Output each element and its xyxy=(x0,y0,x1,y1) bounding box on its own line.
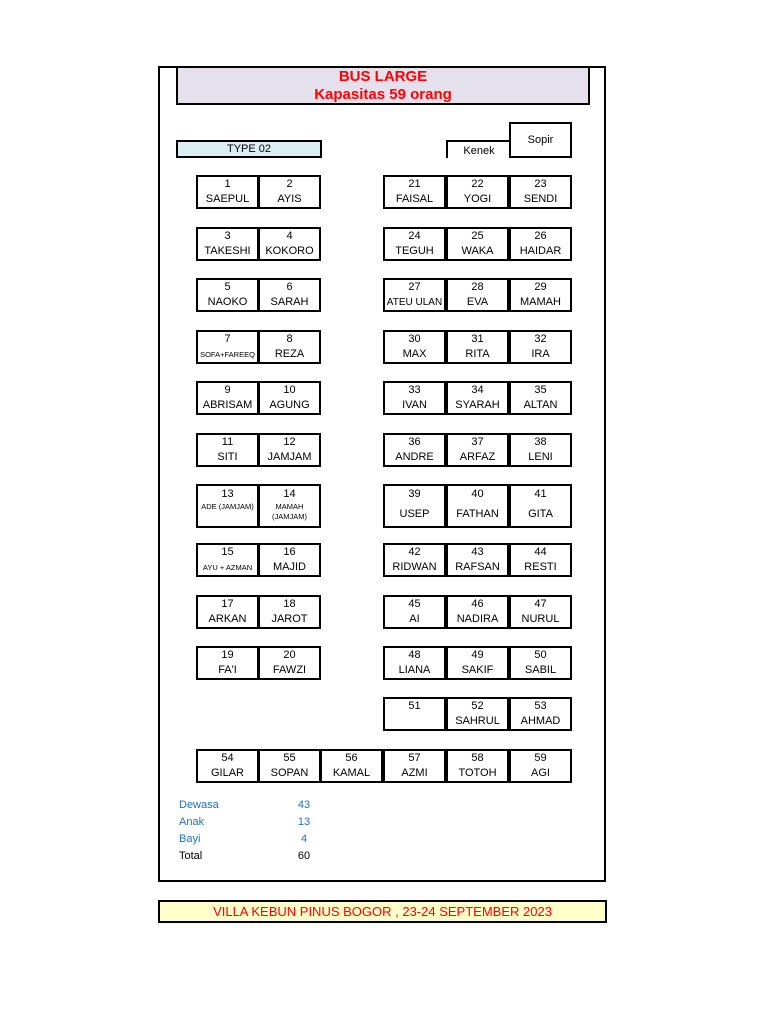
seat-number: 38 xyxy=(534,436,547,448)
seat[interactable] xyxy=(509,330,572,364)
seat-passenger-name: MAMAH xyxy=(520,296,561,308)
dewasa-count: 43 xyxy=(297,799,311,811)
seat-number: 41 xyxy=(534,488,547,500)
seat[interactable] xyxy=(509,749,572,783)
seat-number: 2 xyxy=(286,178,293,190)
seat[interactable] xyxy=(258,330,321,364)
seat-passenger-name: SYARAH xyxy=(455,399,500,411)
seat[interactable] xyxy=(509,227,572,261)
seat-passenger-name: WAKA xyxy=(461,245,494,257)
seat[interactable] xyxy=(446,749,509,783)
seat-passenger-name: ARFAZ xyxy=(459,451,496,463)
seat-passenger-name: NURUL xyxy=(521,613,560,625)
seat-passenger-name: ATEU ULAN xyxy=(386,297,443,308)
seat[interactable] xyxy=(196,595,259,629)
seat-number: 26 xyxy=(534,230,547,242)
seat-number: 40 xyxy=(471,488,484,500)
seat[interactable] xyxy=(509,595,572,629)
seat-passenger-name: SAEPUL xyxy=(205,193,250,205)
seat-passenger-name: KAMAL xyxy=(332,767,371,779)
seat[interactable] xyxy=(258,278,321,312)
seat[interactable] xyxy=(258,227,321,261)
seat[interactable] xyxy=(383,433,446,467)
seat-number: 36 xyxy=(408,436,421,448)
seat-passenger-name: SOPAN xyxy=(270,767,309,779)
seat-number: 13 xyxy=(221,488,234,500)
seat-passenger-name: FATHAN xyxy=(456,508,499,520)
bayi-count: 4 xyxy=(300,833,308,845)
seat[interactable] xyxy=(196,330,259,364)
seat-passenger-name: IRA xyxy=(531,348,550,360)
seat[interactable] xyxy=(383,330,446,364)
dewasa-label: Dewasa xyxy=(179,799,219,811)
seat-passenger-name: AGI xyxy=(531,767,550,779)
seat[interactable] xyxy=(196,227,259,261)
seat[interactable] xyxy=(446,278,509,312)
seat-passenger-name: SABIL xyxy=(524,664,557,676)
seat[interactable] xyxy=(446,381,509,415)
seat-passenger-name: FAWZI xyxy=(272,664,307,676)
seat-passenger-name: IVAN xyxy=(402,399,427,411)
seat-passenger-name: JAMJAM xyxy=(267,451,312,463)
seat[interactable] xyxy=(446,484,509,528)
seat-passenger-name: SARAH xyxy=(270,296,309,308)
seat[interactable] xyxy=(196,543,259,577)
seat-passenger-name: ARKAN xyxy=(208,613,247,625)
seat-number: 3 xyxy=(224,230,231,242)
seat-number: 6 xyxy=(286,281,293,293)
seat[interactable] xyxy=(258,749,321,783)
seat-passenger-name: MAJID xyxy=(273,561,306,573)
seat-number: 37 xyxy=(471,436,484,448)
seat-passenger-name: MAX xyxy=(402,348,427,360)
seat[interactable] xyxy=(383,278,446,312)
seat-number: 12 xyxy=(283,436,296,448)
seat-number: 47 xyxy=(534,598,547,610)
seat-number: 35 xyxy=(534,384,547,396)
seat-passenger-name: AHMAD xyxy=(520,715,561,727)
seat-number: 25 xyxy=(471,230,484,242)
seat-passenger-name: AYU + AZMAN xyxy=(202,563,253,572)
seat-number: 48 xyxy=(408,649,421,661)
seat-passenger-name: FA'I xyxy=(218,664,237,676)
seat-number: 11 xyxy=(221,436,234,448)
seat[interactable] xyxy=(196,646,259,680)
seat[interactable] xyxy=(258,484,321,528)
seat[interactable] xyxy=(320,749,383,783)
seat-passenger-name: LIANA xyxy=(398,664,431,676)
seat[interactable] xyxy=(509,697,572,731)
seat[interactable] xyxy=(383,646,446,680)
seat-number: 24 xyxy=(408,230,421,242)
seat[interactable] xyxy=(258,646,321,680)
seat-number: 9 xyxy=(224,384,231,396)
seat[interactable] xyxy=(446,175,509,209)
seat-number: 18 xyxy=(283,598,296,610)
event-footer: VILLA KEBUN PINUS BOGOR , 23-24 SEPTEMBER 2023 xyxy=(158,900,607,923)
seat-passenger-name: AZMI xyxy=(401,767,428,779)
seat-number: 28 xyxy=(471,281,484,293)
seat-number: 10 xyxy=(283,384,296,396)
seat-passenger-name: SENDI xyxy=(523,193,558,205)
seat[interactable] xyxy=(446,697,509,731)
seat-number: 8 xyxy=(286,333,293,345)
seat[interactable] xyxy=(509,433,572,467)
seat-number: 55 xyxy=(283,752,296,764)
seat[interactable] xyxy=(446,595,509,629)
seat-number: 22 xyxy=(471,178,484,190)
seat-passenger-name: REZA xyxy=(274,348,305,360)
seat-number: 27 xyxy=(408,281,421,293)
seat[interactable] xyxy=(446,433,509,467)
seat-number: 21 xyxy=(408,178,421,190)
seat[interactable] xyxy=(258,381,321,415)
seat-number: 34 xyxy=(471,384,484,396)
seat-passenger-name: TOTOH xyxy=(458,767,497,779)
type-label: TYPE 02 xyxy=(176,140,322,158)
seat[interactable] xyxy=(383,484,446,528)
bayi-label: Bayi xyxy=(179,833,201,845)
seat[interactable] xyxy=(383,749,446,783)
seat-passenger-name: LENI xyxy=(528,451,553,463)
seat-passenger-name: SAKIF xyxy=(461,664,494,676)
seat-number: 44 xyxy=(534,546,547,558)
anak-count: 13 xyxy=(297,816,311,828)
seat-passenger-name: HAIDAR xyxy=(519,245,562,257)
seat-passenger-name: ANDRE xyxy=(395,451,434,463)
kenek-seat: Kenek xyxy=(446,140,510,158)
seat-passenger-name: SITI xyxy=(217,451,238,463)
seat-passenger-name: RITA xyxy=(465,348,490,360)
seat[interactable] xyxy=(509,175,572,209)
seat[interactable] xyxy=(258,433,321,467)
seat-passenger-name: GITA xyxy=(528,508,553,520)
seat[interactable] xyxy=(196,175,259,209)
seat-number: 50 xyxy=(534,649,547,661)
seat-passenger-name: SOFA+FAREEQ xyxy=(200,350,255,359)
seat[interactable] xyxy=(383,543,446,577)
seat[interactable] xyxy=(509,278,572,312)
seat-number: 54 xyxy=(221,752,234,764)
seat-number: 29 xyxy=(534,281,547,293)
seat-passenger-name: AYIS xyxy=(277,193,302,205)
seat-number: 45 xyxy=(408,598,421,610)
seat-number: 57 xyxy=(408,752,421,764)
seat-number: 14 xyxy=(283,488,296,500)
seat-number: 51 xyxy=(408,700,421,712)
seat[interactable] xyxy=(509,543,572,577)
passenger-summary xyxy=(179,799,319,867)
seat-number: 15 xyxy=(221,546,234,558)
seat-number: 17 xyxy=(221,598,234,610)
seat-number: 23 xyxy=(534,178,547,190)
seat-number: 56 xyxy=(345,752,358,764)
seat[interactable] xyxy=(509,381,572,415)
seat[interactable] xyxy=(258,175,321,209)
seat[interactable] xyxy=(258,595,321,629)
seat-passenger-name: JAROT xyxy=(271,613,308,625)
seat-number: 5 xyxy=(224,281,231,293)
seat-number: 16 xyxy=(283,546,296,558)
seat[interactable] xyxy=(196,278,259,312)
seat-number: 33 xyxy=(408,384,421,396)
seat-passenger-name: GILAR xyxy=(210,767,244,779)
seat-passenger-name: YOGI xyxy=(463,193,492,205)
seat-number: 52 xyxy=(471,700,484,712)
seat-passenger-name: SAHRUL xyxy=(455,715,500,727)
seat-number: 31 xyxy=(471,333,484,345)
seat-number: 30 xyxy=(408,333,421,345)
seat-number: 1 xyxy=(224,178,231,190)
seat-passenger-name: ALTAN xyxy=(523,399,558,411)
seat-number: 49 xyxy=(471,649,484,661)
seat-passenger-name: NADIRA xyxy=(456,613,499,625)
seat-passenger-name: TAKESHI xyxy=(204,245,251,257)
seat[interactable] xyxy=(196,484,259,528)
seat-passenger-name: RIDWAN xyxy=(392,561,437,573)
seat[interactable] xyxy=(446,646,509,680)
seat-passenger-name: EVA xyxy=(466,296,489,308)
seat-passenger-name: AGUNG xyxy=(269,399,310,411)
seat-passenger-name: FAISAL xyxy=(395,193,434,205)
capacity-subtitle: Kapasitas 59 orang xyxy=(314,86,452,103)
seat-passenger-name: ADE (JAMJAM) xyxy=(201,502,254,511)
seat[interactable] xyxy=(383,175,446,209)
seat[interactable] xyxy=(509,646,572,680)
seat-passenger-name: TEGUH xyxy=(395,245,434,257)
seat-number: 53 xyxy=(534,700,547,712)
seat[interactable] xyxy=(196,749,259,783)
seat-number: 43 xyxy=(471,546,484,558)
seat-passenger-name: USEP xyxy=(399,508,430,520)
page-title: BUS LARGE xyxy=(338,68,428,85)
seat-number: 42 xyxy=(408,546,421,558)
seat-number: 39 xyxy=(408,488,421,500)
seat[interactable] xyxy=(446,227,509,261)
seat[interactable] xyxy=(509,484,572,528)
title-banner xyxy=(176,67,590,105)
seat-number: 58 xyxy=(471,752,484,764)
seat[interactable] xyxy=(383,227,446,261)
seat-passenger-name: RESTI xyxy=(524,561,557,573)
seat-number: 32 xyxy=(534,333,547,345)
seat[interactable] xyxy=(446,543,509,577)
anak-label: Anak xyxy=(179,816,205,828)
seat-passenger-name: RAFSAN xyxy=(455,561,500,573)
seat-passenger-name: NAOKO xyxy=(207,296,248,308)
seat-passenger-name: AI xyxy=(409,613,420,625)
seat-number: 19 xyxy=(221,649,234,661)
seat[interactable] xyxy=(383,381,446,415)
seat-passenger-name: ABRISAM xyxy=(202,399,253,411)
seat[interactable] xyxy=(196,433,259,467)
seat[interactable] xyxy=(383,697,446,731)
seat-number: 59 xyxy=(534,752,547,764)
seat-number: 20 xyxy=(283,649,296,661)
seat[interactable] xyxy=(446,330,509,364)
seat[interactable] xyxy=(258,543,321,577)
seat-number: 7 xyxy=(224,333,231,345)
seat[interactable] xyxy=(196,381,259,415)
seat-number: 46 xyxy=(471,598,484,610)
seat-passenger-name: KOKORO xyxy=(265,245,314,257)
total-label: Total xyxy=(179,850,203,862)
sopir-seat: Sopir xyxy=(509,122,572,158)
seat-passenger-name: MAMAH (JAMJAM) xyxy=(272,502,307,521)
seat-number: 4 xyxy=(286,230,293,242)
seat[interactable] xyxy=(383,595,446,629)
total-count: 60 xyxy=(297,850,311,862)
